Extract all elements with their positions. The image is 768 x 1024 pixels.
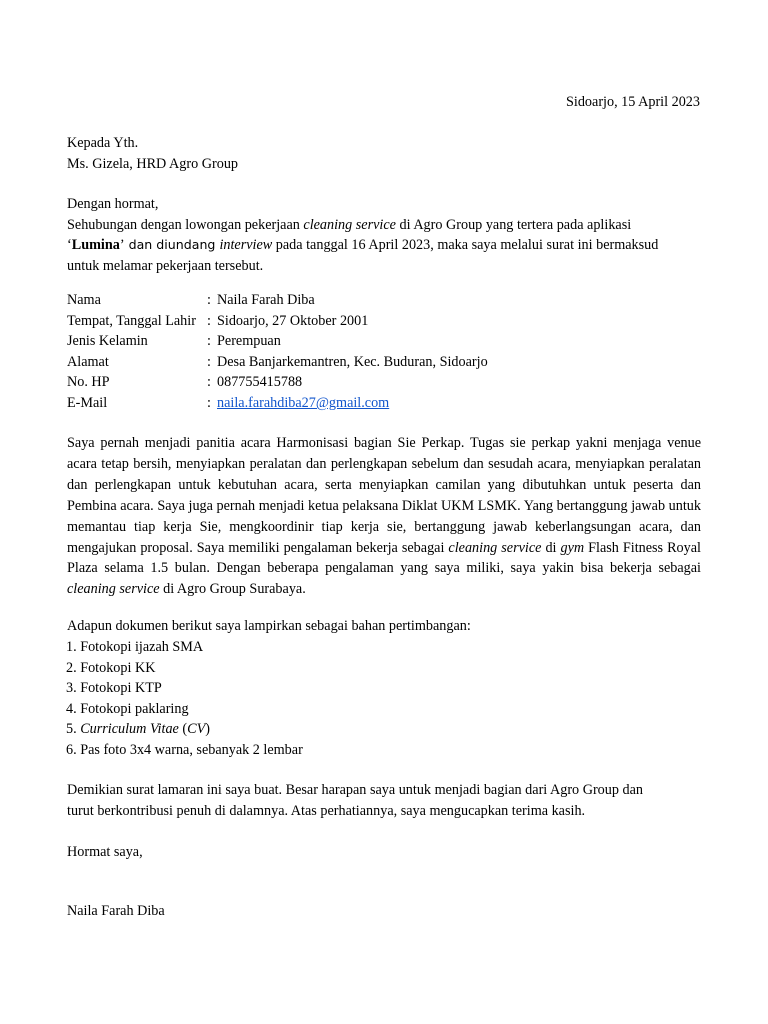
list-item: 6. Pas foto 3x4 warna, sebanyak 2 lembar (66, 741, 303, 758)
field-label: Tempat, Tanggal Lahir (67, 312, 196, 329)
field-row-address: Alamat : Desa Banjarkemantren, Kec. Buduran, Sidoarjo (67, 352, 701, 373)
list-item: 5. Curriculum Vitae (CV) (66, 721, 210, 738)
field-row-gender: Jenis Kelamin : Perempuan (67, 331, 701, 352)
field-row-nama: Nama : Naila Farah Diba (67, 290, 701, 311)
field-row-ttl: Tempat, Tanggal Lahir : Sidoarjo, 27 Oktober 2001 (67, 311, 701, 332)
field-label: Jenis Kelamin (67, 333, 148, 350)
app-name: Lumina (71, 237, 120, 254)
list-item: 3. Fotokopi KTP (66, 680, 162, 697)
field-row-email: E-Mail : naila.farahdiba27@gmail.com (67, 393, 701, 414)
regards: Hormat saya, (67, 844, 143, 860)
field-value: Naila Farah Diba (217, 292, 315, 308)
intro-line-3: untuk melamar pekerjaan tersebut. (67, 257, 264, 274)
field-value: Sidoarjo, 27 Oktober 2001 (217, 312, 369, 329)
intro-line-2: ‘Lumina’ dan diundang interview pada tanggal 16 April 2023, maka saya melalui surat ini bermaksud (67, 237, 659, 254)
field-label: Nama (67, 292, 101, 308)
personal-data-table (67, 290, 701, 414)
recipient-name: Ms. Gizela, HRD Agro Group (67, 155, 239, 172)
closing-line-1: Demikian surat lamaran ini saya buat. Besar harapan saya untuk menjadi bagian dari Agro Group dan (67, 782, 643, 798)
letter-date: Sidoarjo, 15 April 2023 (566, 94, 700, 110)
salutation: Dengan hormat, (67, 196, 159, 212)
attachments-list (66, 637, 700, 761)
intro-block (67, 194, 701, 276)
field-label: No. HP (67, 374, 110, 391)
recipient-block (67, 133, 701, 174)
field-value: 087755415788 (217, 374, 303, 391)
list-item: 1. Fotokopi ijazah SMA (66, 639, 204, 655)
list-item: 2. Fotokopi KK (66, 659, 156, 676)
field-label: E-Mail (67, 394, 108, 411)
intro-line-1: Sehubungan dengan lowongan pekerjaan cleaning service di Agro Group yang tertera pada aplikasi (67, 216, 632, 233)
field-value: Desa Banjarkemantren, Kec. Buduran, Sidoarjo (217, 353, 488, 370)
list-item: 4. Fotokopi paklaring (66, 700, 189, 717)
closing-paragraph (67, 780, 701, 821)
field-row-phone: No. HP : 087755415788 (67, 372, 701, 393)
email-link[interactable]: naila.farahdiba27@gmail.com (217, 394, 390, 411)
field-value: Perempuan (217, 333, 281, 350)
attachments-intro: Adapun dokumen berikut saya lampirkan sebagai bahan pertimbangan: (67, 618, 471, 634)
signature-name: Naila Farah Diba (67, 903, 165, 919)
recipient-greeting: Kepada Yth. (67, 135, 139, 151)
experience-paragraph: Saya pernah menjadi panitia acara Harmonisasi bagian Sie Perkap. Tugas sie perkap yakni menjaga venue acara tetap bersih, menyiapkan peralatan dan perlengkapan sebelum dan sesudah acara, menyiapkan peralatan dan perlengkapan untuk kebutuhan acara, serta menyiapkan camilan yang dibutuhkan untuk peserta dan Pembina acara. Saya juga pernah menjadi ketua pelaksana Diklat UKM LSMK. Yang bertanggung jawab untuk memantau tiap kerja Sie, mengkoordinir tiap kerja sie, bertanggung jawab keberlangsungan acara, dan mengajukan proposal. Saya memiliki pengalaman bekerja sebagai cleaning service di gym Flash Fitness Royal Plaza selama 1.5 bulan. Dengan beberapa pengalaman yang saya miliki, saya yakin bisa bekerja sebagai cleaning service di Agro Group Surabaya. (67, 435, 701, 598)
closing-line-2: turut berkontribusi penuh di dalamnya. Atas perhatiannya, saya mengucapkan terima kasih. (67, 802, 586, 819)
field-label: Alamat (67, 353, 109, 370)
